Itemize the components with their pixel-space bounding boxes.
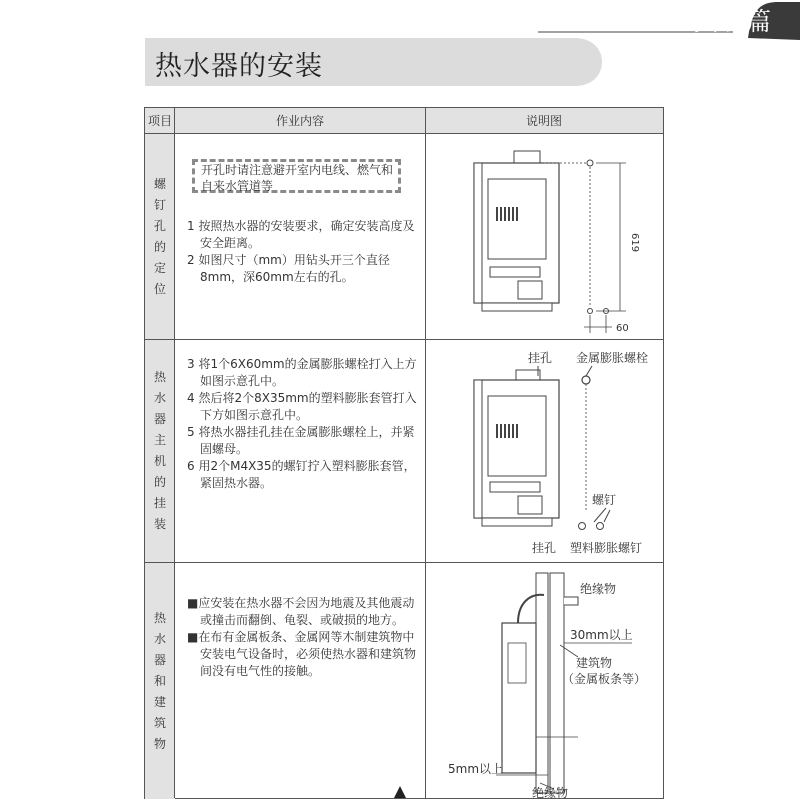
- caution-notice: 开孔时请注意避开室内电线、燃气和自来水管道等: [192, 159, 401, 193]
- step-text: 2 如图尺寸（mm）用钻头开三个直径8mm，深60mm左右的孔。: [187, 253, 390, 284]
- figure-heater-and-building: [426, 563, 663, 799]
- label-hang-hole-bottom: 挂孔: [532, 541, 557, 555]
- row-label-screw-holes: 螺钉孔的定位: [145, 134, 175, 339]
- column-divider: [174, 108, 175, 798]
- bullet-text: ■应安装在热水器不会因为地震及其他震动或撞击而翻倒、龟裂、或破损的地方。: [187, 596, 415, 627]
- figure-screw-hole-positions: [426, 135, 663, 339]
- column-header-item: 项目: [145, 108, 175, 134]
- row2-steps: [187, 356, 419, 492]
- label-plastic-expansion-screw: 塑料膨胀螺钉: [570, 541, 643, 555]
- figure-heater-mounting: [426, 340, 663, 562]
- label-metal-lath: （金属板条等）: [562, 672, 647, 686]
- column-header-work: 作业内容: [175, 108, 425, 134]
- label-insulator-bottom: 绝缘物: [532, 786, 569, 799]
- row-label-building: 热水器和建筑物: [145, 563, 175, 799]
- label-building: 建筑物: [576, 656, 613, 670]
- dimension-619-label: 619: [629, 233, 640, 253]
- label-insulator-top: 绝缘物: [580, 582, 617, 596]
- column-header-figure: 说明图: [425, 108, 663, 134]
- bullet-text: ■在布有金属板条、金属网等木制建筑物中安装电气设备时，必须使热水器和建筑物间没有电气性的接触。: [187, 630, 417, 678]
- dimension-60-label: 60: [616, 323, 629, 334]
- label-hang-hole-top: 挂孔: [528, 351, 553, 365]
- page-title: 热水器的安装: [155, 51, 323, 82]
- step-text: 3 将1个6X60mm的金属膨胀螺栓打入上方如图示意孔中。: [187, 357, 417, 388]
- step-text: 5 将热水器挂孔挂在金属膨胀螺栓上，并紧固螺母。: [187, 425, 415, 456]
- page-marker-icon: [392, 784, 408, 800]
- section-tab-label: 安装篇: [693, 7, 772, 36]
- step-text: 1 按照热水器的安装要求，确定安装高度及安全距离。: [187, 219, 415, 250]
- label-gap-30mm: 30mm以上: [570, 628, 633, 642]
- label-screw: 螺钉: [592, 493, 617, 507]
- row1-steps: [187, 218, 419, 286]
- row3-bullets: [187, 595, 419, 680]
- installation-table: [144, 107, 664, 799]
- step-text: 4 然后将2个8X35mm的塑料膨胀套管打入下方如图示意孔中。: [187, 391, 417, 422]
- row-label-mounting: 热水器主机的挂装: [145, 340, 175, 562]
- label-metal-expansion-bolt: 金属膨胀螺栓: [576, 351, 649, 365]
- label-gap-5mm: 5mm以上: [448, 762, 504, 776]
- step-text: 6 用2个M4X35的螺钉拧入塑料膨胀套管，紧固热水器。: [187, 459, 416, 490]
